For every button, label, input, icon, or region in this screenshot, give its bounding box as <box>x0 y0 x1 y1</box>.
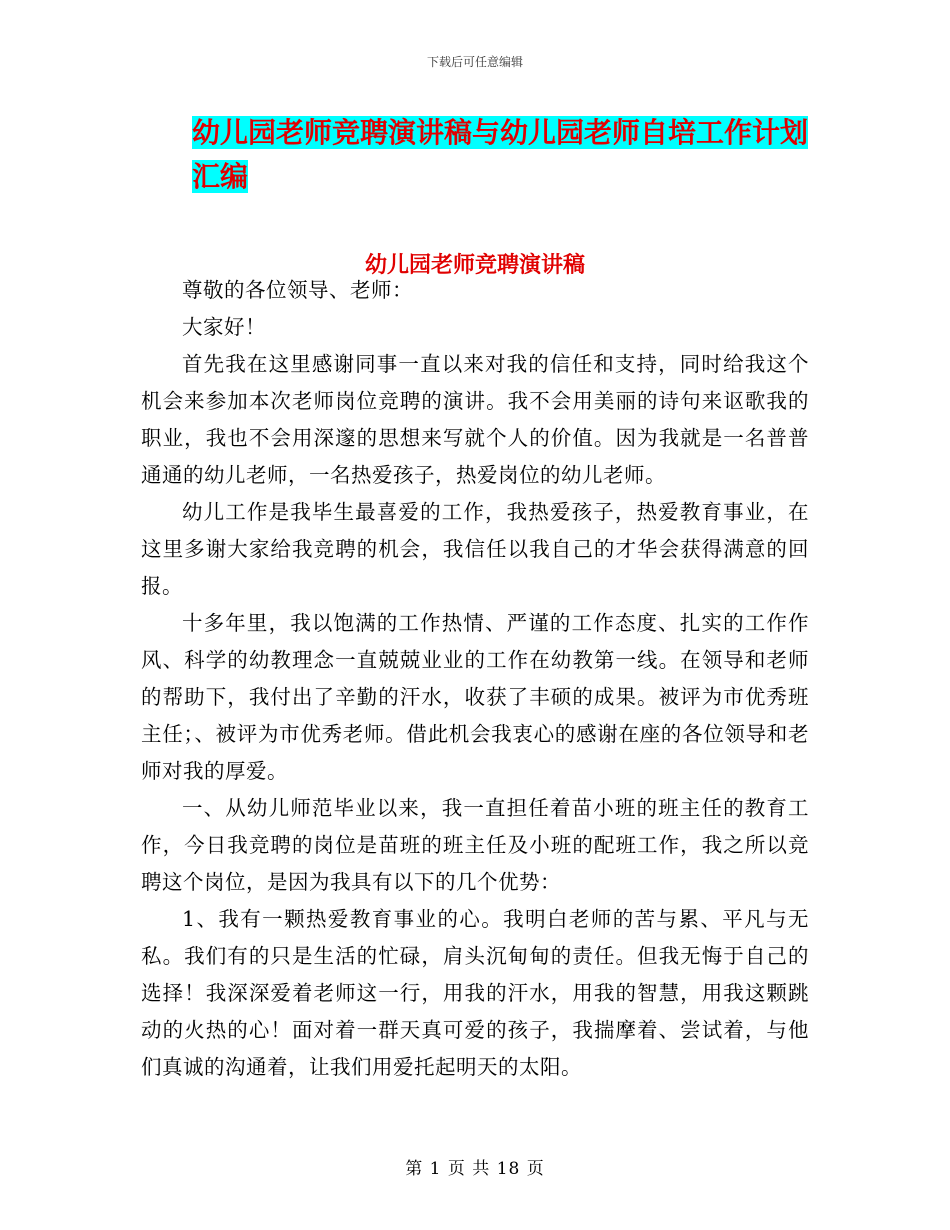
paragraph-greeting: 大家好！ <box>182 315 266 339</box>
section-title: 幼儿园老师竞聘演讲稿 <box>364 253 585 278</box>
paragraph: 十多年里，我以饱满的工作热情、严谨的工作态度、扎实的工作作风、科学的幼教理念一直兢兢业业的工作在幼教第一线。在领导和老师的帮助下，我付出了辛勤的汗水，收获了丰硕的成果。被评为市优秀班主任；、被评为市优秀老师。借此机会我衷心的感谢在座的各位领导和老师对我的厚爱。 <box>141 611 809 783</box>
body-text <box>141 272 809 1086</box>
page-footer: 第 1 页 共 18 页 <box>405 1159 545 1179</box>
paragraph: 幼儿工作是我毕生最喜爱的工作，我热爱孩子，热爱教育事业，在这里多谢大家给我竞聘的机会，我信任以我自己的才华会获得满意的回报。 <box>141 500 809 598</box>
paragraph-salutation: 尊敬的各位领导、老师： <box>182 278 413 302</box>
document-title-text: 幼儿园老师竞聘演讲稿与幼儿园老师自培工作计划汇编 <box>192 116 809 193</box>
paragraph: 首先我在这里感谢同事一直以来对我的信任和支持，同时给我这个机会来参加本次老师岗位竞聘的演讲。我不会用美丽的诗句来讴歌我的职业，我也不会用深邃的思想来写就个人的价值。因为我就是一名普普通通的幼儿老师，一名热爱孩子，热爱岗位的幼儿老师。 <box>141 352 809 487</box>
header-note: 下载后可任意编辑 <box>426 55 523 69</box>
paragraph: 一、从幼儿师范毕业以来，我一直担任着苗小班的班主任的教育工作，今日我竞聘的岗位是苗班的班主任及小班的配班工作，我之所以竞聘这个岗位，是因为我具有以下的几个优势： <box>141 796 809 894</box>
paragraph: 1、我有一颗热爱教育事业的心。我明白老师的苦与累、平凡与无私。我们有的只是生活的忙碌，肩头沉甸甸的责任。但我无悔于自己的选择！我深深爱着老师这一行，用我的汗水，用我的智慧，用我这颗跳动的火热的心！面对着一群天真可爱的孩子，我揣摩着、尝试着，与他们真诚的沟通着，让我们用爱托起明天的太阳。 <box>141 907 809 1079</box>
document-title <box>192 111 812 199</box>
